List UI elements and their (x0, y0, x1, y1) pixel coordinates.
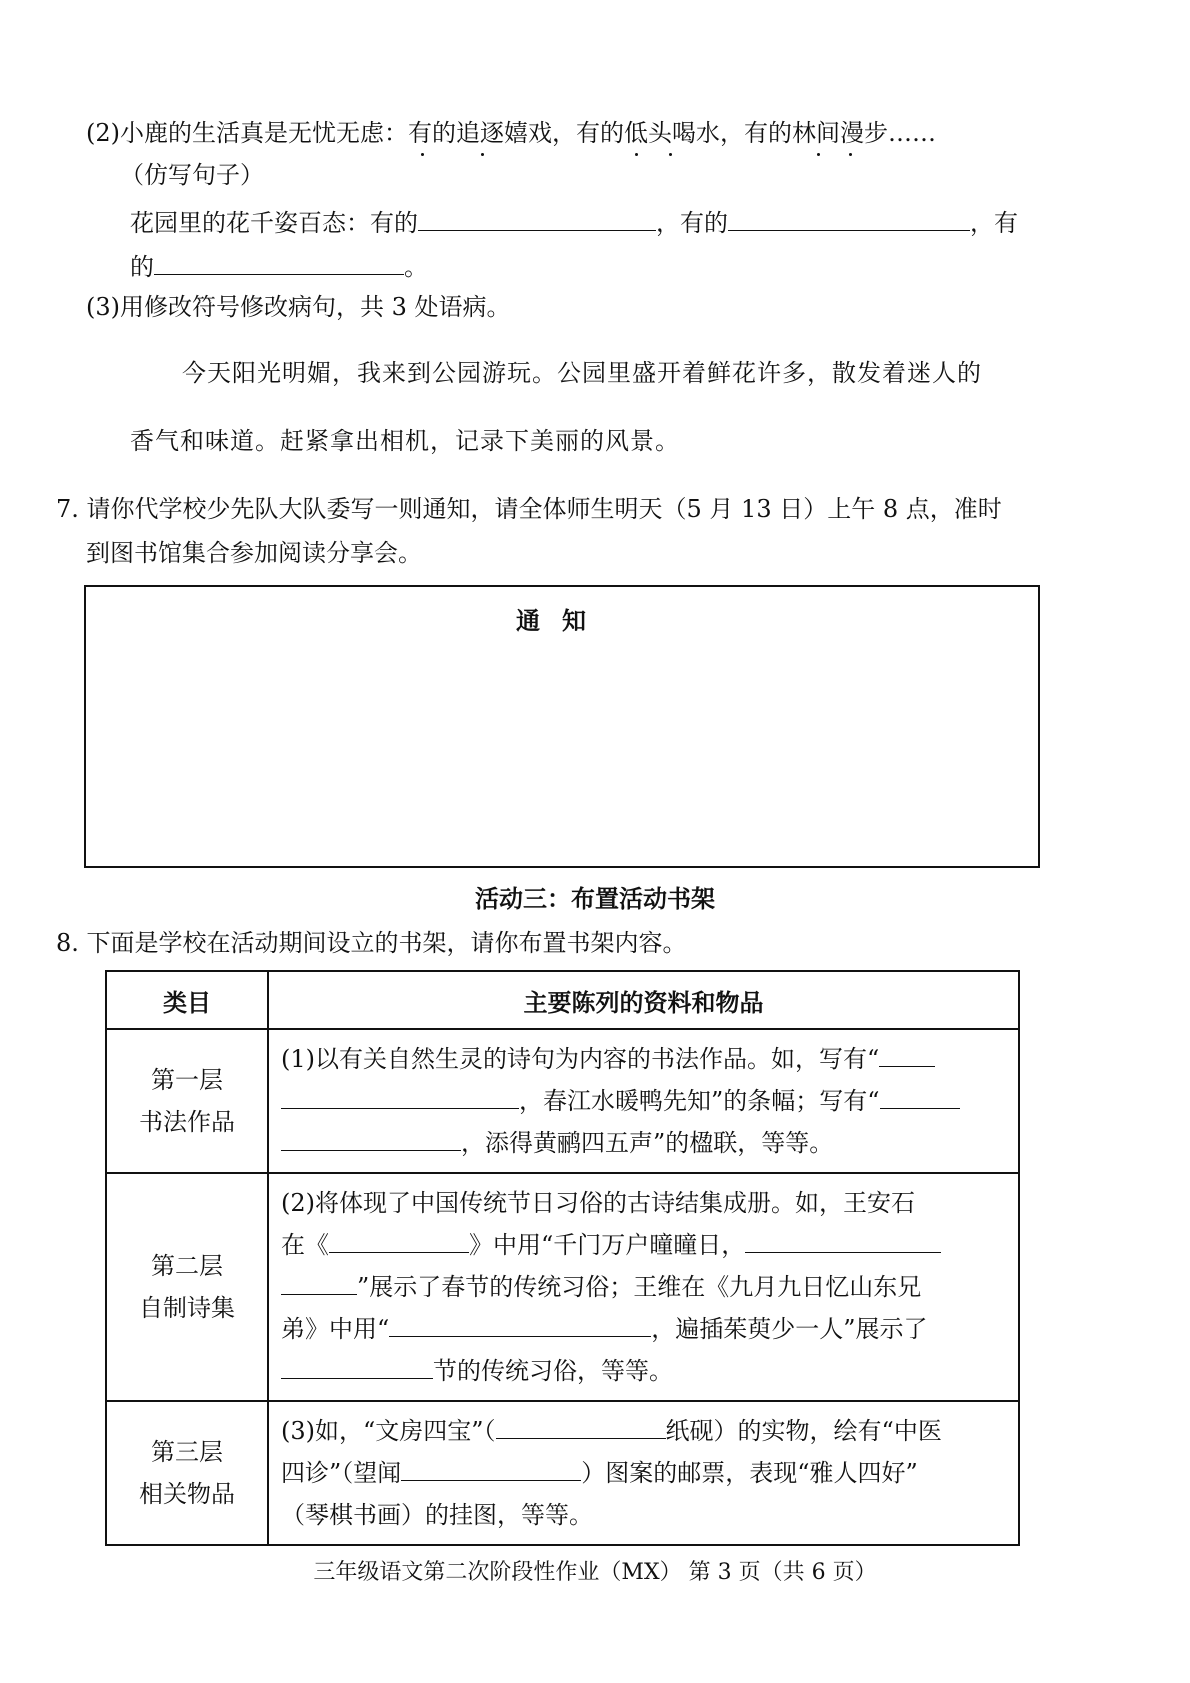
category-cell (106, 1029, 268, 1173)
q6-3-paragraph-2 (130, 426, 680, 456)
q6-2-fill-line2 (130, 248, 428, 282)
answer-blank[interactable] (281, 1082, 519, 1109)
category-level: 第二层 (151, 1252, 223, 1280)
answer-blank[interactable] (281, 1268, 357, 1295)
notice-writing-box[interactable] (84, 585, 1040, 868)
notice-title: 通知 (516, 607, 608, 635)
answer-blank-2[interactable] (728, 204, 970, 231)
q6-3-label (86, 292, 511, 322)
content-text: （琴棋书画）的挂图，等等。 (281, 1501, 593, 1529)
content-cell (268, 1173, 1019, 1401)
answer-blank[interactable] (389, 1310, 651, 1337)
paragraph-line: 今天阳光明媚，我来到公园游玩。公园里盛开着鲜花许多，散发着迷人的 (182, 359, 982, 387)
q7-text: 7. 请你代学校少先队大队委写一则通知，请全体师生明天（5 月 13 日）上午 8 点，准时 (56, 495, 1002, 523)
content-text: (3)如，“文房四宝”（ (281, 1417, 496, 1445)
q7-line2 (86, 538, 422, 568)
emphasis-dot (850, 118, 851, 148)
content-line (281, 1410, 1006, 1452)
fill-text-b: ，有的 (656, 209, 728, 237)
content-line (281, 1224, 1006, 1266)
fill-text-d: 的 (130, 253, 154, 281)
header-category: 类目 (106, 971, 268, 1029)
header-items: 主要陈列的资料和物品 (268, 971, 1019, 1029)
q6-2-fill-line (130, 204, 1018, 238)
emphasis-dot (636, 118, 637, 148)
content-text: 四诊”（望闻 (281, 1459, 402, 1487)
content-line (281, 1452, 1006, 1494)
answer-blank-1[interactable] (418, 204, 656, 231)
emphasis-dot (818, 118, 819, 148)
q7-text-2: 到图书馆集合参加阅读分享会。 (86, 539, 422, 567)
q6-2-instruction: （仿写句子） (120, 161, 264, 189)
fill-text-e: 。 (404, 253, 428, 281)
answer-blank[interactable] (329, 1226, 469, 1253)
answer-blank[interactable] (880, 1082, 960, 1109)
table-row (106, 1173, 1019, 1401)
answer-blank[interactable] (281, 1352, 433, 1379)
category-cell (106, 1173, 268, 1401)
answer-blank[interactable] (496, 1412, 666, 1439)
answer-blank[interactable] (281, 1124, 461, 1151)
bookshelf-table (105, 970, 1020, 1546)
content-text: ，遍插茱萸少一人”展示了 (651, 1315, 928, 1343)
content-text: ，添得黄鹂四五声”的楹联，等等。 (461, 1129, 834, 1157)
fill-text-a: 花园里的花千姿百态：有的 (130, 209, 418, 237)
answer-blank-3[interactable] (154, 248, 404, 275)
table-row (106, 1029, 1019, 1173)
q6-2-line2 (120, 160, 264, 190)
activity-title-text: 活动三：布置活动书架 (475, 885, 715, 913)
paragraph-line: 香气和味道。赶紧拿出相机，记录下美丽的风景。 (130, 427, 680, 455)
category-cell (106, 1401, 268, 1545)
fill-text-c: ，有 (970, 209, 1018, 237)
content-line (281, 1350, 1006, 1392)
content-cell (268, 1029, 1019, 1173)
content-cell (268, 1401, 1019, 1545)
table-row (106, 1401, 1019, 1545)
content-text: 》中用“千门万户曈曈日， (469, 1231, 746, 1259)
emphasis-dot (482, 118, 483, 148)
category-level: 第三层 (151, 1438, 223, 1466)
content-text: 纸砚）的实物，绘有“中医 (665, 1417, 942, 1445)
page-footer: 三年级语文第二次阶段性作业（MX） 第 3 页（共 6 页） (313, 1560, 877, 1585)
q6-3-text: (3)用修改符号修改病句，共 3 处语病。 (86, 293, 511, 321)
content-text: 在《 (281, 1231, 329, 1259)
table-header-row (106, 971, 1019, 1029)
activity3-title (0, 884, 1190, 914)
q6-2-line1 (86, 118, 936, 148)
content-line (281, 1182, 1006, 1224)
answer-blank[interactable] (401, 1454, 581, 1481)
content-text: ，春江水暖鸭先知”的条幅；写有“ (519, 1087, 880, 1115)
content-line (281, 1080, 1006, 1122)
content-text: 节的传统习俗，等等。 (433, 1357, 673, 1385)
content-text: (2)将体现了中国传统节日习俗的古诗结集成册。如，王安石 (281, 1189, 915, 1217)
content-text: ）图案的邮票，表现“雅人四好” (581, 1459, 918, 1487)
content-line (281, 1266, 1006, 1308)
q8-prompt (56, 928, 687, 958)
content-text: (1)以有关自然生灵的诗句为内容的书法作品。如，写有“ (281, 1045, 880, 1073)
q6-3-paragraph-1 (182, 358, 982, 388)
content-line (281, 1308, 1006, 1350)
category-name: 相关物品 (139, 1480, 235, 1508)
emphasis-dot (670, 118, 671, 148)
q8-text: 8. 下面是学校在活动期间设立的书架，请你布置书架内容。 (56, 929, 687, 957)
content-line (281, 1494, 1006, 1536)
category-name: 自制诗集 (139, 1294, 235, 1322)
category-level: 第一层 (151, 1066, 223, 1094)
q6-2-text: (2)小鹿的生活真是无忧无虑：有的追逐嬉戏，有的低头喝水，有的林间漫步…… (86, 119, 936, 147)
answer-blank[interactable] (879, 1040, 935, 1067)
category-name: 书法作品 (139, 1108, 235, 1136)
answer-blank[interactable] (745, 1226, 941, 1253)
content-text: ”展示了春节的传统习俗；王维在《九月九日忆山东兄 (357, 1273, 922, 1301)
content-line (281, 1038, 1006, 1080)
q7-line1 (56, 494, 1002, 524)
content-line (281, 1122, 1006, 1164)
emphasis-dot (422, 118, 423, 148)
content-text: 弟》中用“ (281, 1315, 390, 1343)
